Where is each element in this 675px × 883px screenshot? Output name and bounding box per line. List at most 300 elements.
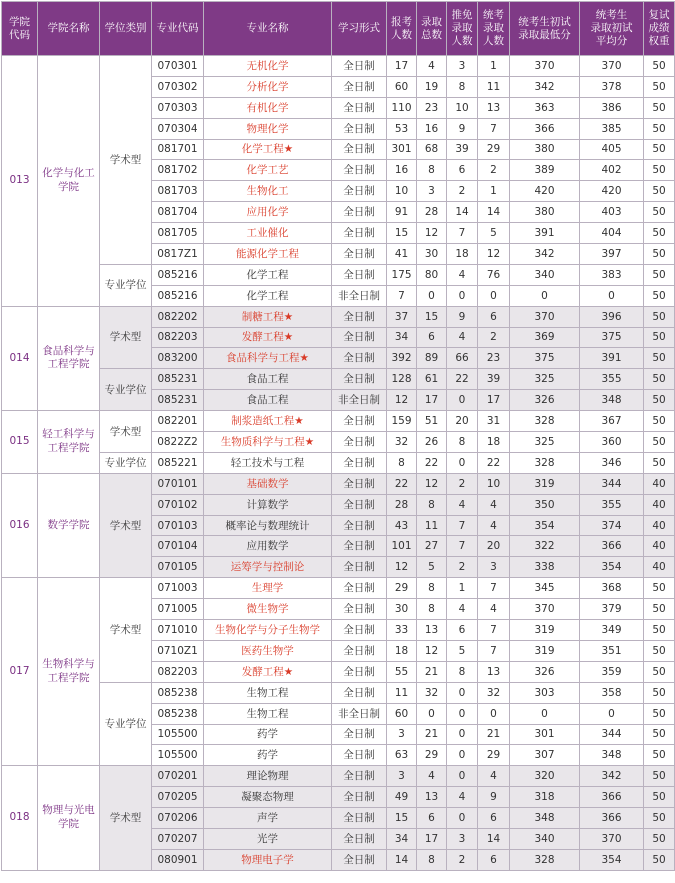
avg-score-cell: 367 bbox=[580, 411, 644, 432]
major-code-cell: 0710Z1 bbox=[152, 640, 204, 661]
major-code-cell: 070101 bbox=[152, 473, 204, 494]
degree-type-cell: 学术型 bbox=[100, 306, 152, 369]
major-name-cell: 发酵工程★ bbox=[204, 661, 332, 682]
major-code-cell: 070104 bbox=[152, 536, 204, 557]
major-code-cell: 070207 bbox=[152, 828, 204, 849]
major-code-cell: 070206 bbox=[152, 808, 204, 829]
applicants-cell: 28 bbox=[387, 494, 417, 515]
applicants-cell: 16 bbox=[387, 160, 417, 181]
exam-admitted-cell: 4 bbox=[478, 766, 510, 787]
exam-admitted-cell: 0 bbox=[478, 703, 510, 724]
avg-score-cell: 404 bbox=[580, 223, 644, 244]
total-admitted-cell: 61 bbox=[417, 369, 447, 390]
recommended-admitted-cell: 9 bbox=[447, 118, 478, 139]
college-name-cell: 化学与化工学院 bbox=[38, 56, 100, 307]
recommended-admitted-cell: 4 bbox=[447, 599, 478, 620]
exam-admitted-cell: 13 bbox=[478, 97, 510, 118]
study-mode-cell: 全日制 bbox=[332, 682, 387, 703]
avg-score-cell: 391 bbox=[580, 348, 644, 369]
retest-weight-cell: 50 bbox=[644, 745, 675, 766]
table-row bbox=[2, 578, 675, 599]
applicants-cell: 43 bbox=[387, 515, 417, 536]
min-score-cell: 380 bbox=[510, 202, 580, 223]
retest-weight-cell: 50 bbox=[644, 223, 675, 244]
recommended-admitted-cell: 4 bbox=[447, 494, 478, 515]
avg-score-cell: 342 bbox=[580, 766, 644, 787]
applicants-cell: 34 bbox=[387, 327, 417, 348]
study-mode-cell: 全日制 bbox=[332, 181, 387, 202]
total-admitted-cell: 12 bbox=[417, 473, 447, 494]
major-code-cell: 071003 bbox=[152, 578, 204, 599]
avg-score-cell: 344 bbox=[580, 473, 644, 494]
exam-admitted-cell: 76 bbox=[478, 264, 510, 285]
total-admitted-cell: 32 bbox=[417, 682, 447, 703]
recommended-admitted-cell: 4 bbox=[447, 787, 478, 808]
major-code-cell: 081705 bbox=[152, 223, 204, 244]
avg-score-cell: 403 bbox=[580, 202, 644, 223]
min-score-cell: 328 bbox=[510, 452, 580, 473]
study-mode-cell: 全日制 bbox=[332, 432, 387, 453]
total-admitted-cell: 13 bbox=[417, 620, 447, 641]
total-admitted-cell: 28 bbox=[417, 202, 447, 223]
avg-score-cell: 370 bbox=[580, 828, 644, 849]
major-name-cell: 药学 bbox=[204, 724, 332, 745]
retest-weight-cell: 50 bbox=[644, 808, 675, 829]
retest-weight-cell: 50 bbox=[644, 724, 675, 745]
retest-weight-cell: 50 bbox=[644, 348, 675, 369]
exam-admitted-cell: 14 bbox=[478, 828, 510, 849]
major-code-cell: 070201 bbox=[152, 766, 204, 787]
min-score-cell: 0 bbox=[510, 285, 580, 306]
major-code-cell: 071005 bbox=[152, 599, 204, 620]
study-mode-cell: 全日制 bbox=[332, 536, 387, 557]
major-name-cell: 光学 bbox=[204, 828, 332, 849]
study-mode-cell: 全日制 bbox=[332, 160, 387, 181]
total-admitted-cell: 26 bbox=[417, 432, 447, 453]
header-study-mode: 学习形式 bbox=[332, 2, 387, 56]
min-score-cell: 0 bbox=[510, 703, 580, 724]
avg-score-cell: 355 bbox=[580, 369, 644, 390]
retest-weight-cell: 40 bbox=[644, 515, 675, 536]
admission-table bbox=[1, 1, 675, 871]
total-admitted-cell: 51 bbox=[417, 411, 447, 432]
study-mode-cell: 全日制 bbox=[332, 745, 387, 766]
exam-admitted-cell: 14 bbox=[478, 202, 510, 223]
total-admitted-cell: 0 bbox=[417, 285, 447, 306]
exam-admitted-cell: 10 bbox=[478, 473, 510, 494]
min-score-cell: 326 bbox=[510, 390, 580, 411]
major-code-cell: 070102 bbox=[152, 494, 204, 515]
study-mode-cell: 非全日制 bbox=[332, 390, 387, 411]
table-row bbox=[2, 766, 675, 787]
retest-weight-cell: 50 bbox=[644, 306, 675, 327]
applicants-cell: 29 bbox=[387, 578, 417, 599]
major-code-cell: 081703 bbox=[152, 181, 204, 202]
study-mode-cell: 全日制 bbox=[332, 56, 387, 77]
exam-admitted-cell: 7 bbox=[478, 118, 510, 139]
total-admitted-cell: 12 bbox=[417, 223, 447, 244]
retest-weight-cell: 50 bbox=[644, 620, 675, 641]
recommended-admitted-cell: 7 bbox=[447, 515, 478, 536]
recommended-admitted-cell: 0 bbox=[447, 724, 478, 745]
header-degree-type: 学位类别 bbox=[100, 2, 152, 56]
retest-weight-cell: 40 bbox=[644, 557, 675, 578]
college-code-cell: 013 bbox=[2, 56, 38, 307]
major-name-cell: 物理化学 bbox=[204, 118, 332, 139]
study-mode-cell: 全日制 bbox=[332, 139, 387, 160]
major-code-cell: 0817Z1 bbox=[152, 244, 204, 265]
major-code-cell: 083200 bbox=[152, 348, 204, 369]
table-body bbox=[2, 56, 675, 871]
major-name-cell: 食品科学与工程★ bbox=[204, 348, 332, 369]
avg-score-cell: 396 bbox=[580, 306, 644, 327]
retest-weight-cell: 50 bbox=[644, 578, 675, 599]
applicants-cell: 18 bbox=[387, 640, 417, 661]
recommended-admitted-cell: 4 bbox=[447, 264, 478, 285]
retest-weight-cell: 50 bbox=[644, 703, 675, 724]
header-college-code: 学院 代码 bbox=[2, 2, 38, 56]
major-name-cell: 制浆造纸工程★ bbox=[204, 411, 332, 432]
retest-weight-cell: 50 bbox=[644, 118, 675, 139]
applicants-cell: 34 bbox=[387, 828, 417, 849]
retest-weight-cell: 50 bbox=[644, 56, 675, 77]
recommended-admitted-cell: 8 bbox=[447, 76, 478, 97]
major-name-cell: 物理电子学 bbox=[204, 849, 332, 870]
applicants-cell: 301 bbox=[387, 139, 417, 160]
retest-weight-cell: 50 bbox=[644, 327, 675, 348]
avg-score-cell: 386 bbox=[580, 97, 644, 118]
applicants-cell: 12 bbox=[387, 390, 417, 411]
avg-score-cell: 354 bbox=[580, 557, 644, 578]
recommended-admitted-cell: 0 bbox=[447, 390, 478, 411]
min-score-cell: 319 bbox=[510, 473, 580, 494]
total-admitted-cell: 89 bbox=[417, 348, 447, 369]
major-code-cell: 070301 bbox=[152, 56, 204, 77]
recommended-admitted-cell: 5 bbox=[447, 640, 478, 661]
exam-admitted-cell: 1 bbox=[478, 181, 510, 202]
avg-score-cell: 383 bbox=[580, 264, 644, 285]
degree-type-cell: 学术型 bbox=[100, 56, 152, 265]
retest-weight-cell: 50 bbox=[644, 139, 675, 160]
retest-weight-cell: 50 bbox=[644, 181, 675, 202]
min-score-cell: 340 bbox=[510, 828, 580, 849]
table-row bbox=[2, 682, 675, 703]
min-score-cell: 348 bbox=[510, 808, 580, 829]
college-code-cell: 018 bbox=[2, 766, 38, 870]
exam-admitted-cell: 0 bbox=[478, 285, 510, 306]
recommended-admitted-cell: 22 bbox=[447, 369, 478, 390]
avg-score-cell: 0 bbox=[580, 703, 644, 724]
major-code-cell: 085216 bbox=[152, 264, 204, 285]
recommended-admitted-cell: 39 bbox=[447, 139, 478, 160]
exam-admitted-cell: 13 bbox=[478, 661, 510, 682]
study-mode-cell: 全日制 bbox=[332, 787, 387, 808]
total-admitted-cell: 16 bbox=[417, 118, 447, 139]
total-admitted-cell: 21 bbox=[417, 724, 447, 745]
min-score-cell: 363 bbox=[510, 97, 580, 118]
major-name-cell: 轻工技术与工程 bbox=[204, 452, 332, 473]
retest-weight-cell: 40 bbox=[644, 494, 675, 515]
avg-score-cell: 374 bbox=[580, 515, 644, 536]
applicants-cell: 11 bbox=[387, 682, 417, 703]
avg-score-cell: 348 bbox=[580, 390, 644, 411]
major-code-cell: 085231 bbox=[152, 390, 204, 411]
avg-score-cell: 420 bbox=[580, 181, 644, 202]
college-name-cell: 生物科学与工程学院 bbox=[38, 578, 100, 766]
avg-score-cell: 359 bbox=[580, 661, 644, 682]
min-score-cell: 325 bbox=[510, 369, 580, 390]
exam-admitted-cell: 22 bbox=[478, 452, 510, 473]
recommended-admitted-cell: 0 bbox=[447, 703, 478, 724]
avg-score-cell: 366 bbox=[580, 808, 644, 829]
exam-admitted-cell: 17 bbox=[478, 390, 510, 411]
applicants-cell: 3 bbox=[387, 724, 417, 745]
min-score-cell: 319 bbox=[510, 640, 580, 661]
retest-weight-cell: 50 bbox=[644, 202, 675, 223]
study-mode-cell: 全日制 bbox=[332, 76, 387, 97]
header-major-code: 专业代码 bbox=[152, 2, 204, 56]
applicants-cell: 392 bbox=[387, 348, 417, 369]
min-score-cell: 380 bbox=[510, 139, 580, 160]
degree-type-cell: 专业学位 bbox=[100, 682, 152, 766]
min-score-cell: 307 bbox=[510, 745, 580, 766]
header-avg-score: 统考生 录取初试 平均分 bbox=[580, 2, 644, 56]
study-mode-cell: 全日制 bbox=[332, 808, 387, 829]
major-code-cell: 085238 bbox=[152, 703, 204, 724]
applicants-cell: 101 bbox=[387, 536, 417, 557]
recommended-admitted-cell: 7 bbox=[447, 536, 478, 557]
avg-score-cell: 379 bbox=[580, 599, 644, 620]
min-score-cell: 375 bbox=[510, 348, 580, 369]
applicants-cell: 41 bbox=[387, 244, 417, 265]
major-code-cell: 081702 bbox=[152, 160, 204, 181]
college-name-cell: 物理与光电学院 bbox=[38, 766, 100, 870]
total-admitted-cell: 8 bbox=[417, 494, 447, 515]
recommended-admitted-cell: 20 bbox=[447, 411, 478, 432]
avg-score-cell: 349 bbox=[580, 620, 644, 641]
applicants-cell: 49 bbox=[387, 787, 417, 808]
avg-score-cell: 0 bbox=[580, 285, 644, 306]
applicants-cell: 8 bbox=[387, 452, 417, 473]
exam-admitted-cell: 6 bbox=[478, 808, 510, 829]
header-min-score: 统考生初试 录取最低分 bbox=[510, 2, 580, 56]
exam-admitted-cell: 31 bbox=[478, 411, 510, 432]
exam-admitted-cell: 7 bbox=[478, 578, 510, 599]
table-row bbox=[2, 369, 675, 390]
total-admitted-cell: 29 bbox=[417, 745, 447, 766]
min-score-cell: 328 bbox=[510, 411, 580, 432]
major-name-cell: 药学 bbox=[204, 745, 332, 766]
retest-weight-cell: 50 bbox=[644, 76, 675, 97]
major-name-cell: 微生物学 bbox=[204, 599, 332, 620]
college-code-cell: 015 bbox=[2, 411, 38, 474]
exam-admitted-cell: 4 bbox=[478, 494, 510, 515]
total-admitted-cell: 8 bbox=[417, 599, 447, 620]
exam-admitted-cell: 39 bbox=[478, 369, 510, 390]
degree-type-cell: 学术型 bbox=[100, 766, 152, 870]
major-code-cell: 081704 bbox=[152, 202, 204, 223]
retest-weight-cell: 50 bbox=[644, 97, 675, 118]
major-code-cell: 085216 bbox=[152, 285, 204, 306]
study-mode-cell: 全日制 bbox=[332, 369, 387, 390]
major-code-cell: 070302 bbox=[152, 76, 204, 97]
study-mode-cell: 全日制 bbox=[332, 578, 387, 599]
exam-admitted-cell: 5 bbox=[478, 223, 510, 244]
recommended-admitted-cell: 4 bbox=[447, 327, 478, 348]
major-code-cell: 080901 bbox=[152, 849, 204, 870]
min-score-cell: 342 bbox=[510, 244, 580, 265]
avg-score-cell: 348 bbox=[580, 745, 644, 766]
applicants-cell: 17 bbox=[387, 56, 417, 77]
degree-type-cell: 学术型 bbox=[100, 578, 152, 682]
major-code-cell: 085221 bbox=[152, 452, 204, 473]
study-mode-cell: 全日制 bbox=[332, 620, 387, 641]
table-row bbox=[2, 56, 675, 77]
study-mode-cell: 全日制 bbox=[332, 766, 387, 787]
total-admitted-cell: 8 bbox=[417, 160, 447, 181]
major-name-cell: 应用数学 bbox=[204, 536, 332, 557]
avg-score-cell: 385 bbox=[580, 118, 644, 139]
recommended-admitted-cell: 0 bbox=[447, 766, 478, 787]
min-score-cell: 370 bbox=[510, 306, 580, 327]
header-recommended-admitted: 推免 录取 人数 bbox=[447, 2, 478, 56]
retest-weight-cell: 50 bbox=[644, 369, 675, 390]
major-code-cell: 0822Z2 bbox=[152, 432, 204, 453]
retest-weight-cell: 50 bbox=[644, 661, 675, 682]
study-mode-cell: 全日制 bbox=[332, 244, 387, 265]
min-score-cell: 369 bbox=[510, 327, 580, 348]
total-admitted-cell: 6 bbox=[417, 808, 447, 829]
recommended-admitted-cell: 6 bbox=[447, 160, 478, 181]
avg-score-cell: 375 bbox=[580, 327, 644, 348]
table-row bbox=[2, 264, 675, 285]
exam-admitted-cell: 4 bbox=[478, 599, 510, 620]
study-mode-cell: 全日制 bbox=[332, 640, 387, 661]
retest-weight-cell: 50 bbox=[644, 599, 675, 620]
total-admitted-cell: 68 bbox=[417, 139, 447, 160]
major-name-cell: 发酵工程★ bbox=[204, 327, 332, 348]
retest-weight-cell: 50 bbox=[644, 452, 675, 473]
major-name-cell: 化学工程 bbox=[204, 264, 332, 285]
header-college-name: 学院名称 bbox=[38, 2, 100, 56]
major-code-cell: 070304 bbox=[152, 118, 204, 139]
retest-weight-cell: 50 bbox=[644, 244, 675, 265]
applicants-cell: 110 bbox=[387, 97, 417, 118]
study-mode-cell: 全日制 bbox=[332, 473, 387, 494]
major-code-cell: 085238 bbox=[152, 682, 204, 703]
applicants-cell: 33 bbox=[387, 620, 417, 641]
retest-weight-cell: 50 bbox=[644, 828, 675, 849]
major-code-cell: 105500 bbox=[152, 745, 204, 766]
table-row bbox=[2, 411, 675, 432]
study-mode-cell: 全日制 bbox=[332, 202, 387, 223]
college-code-cell: 016 bbox=[2, 473, 38, 577]
study-mode-cell: 全日制 bbox=[332, 97, 387, 118]
recommended-admitted-cell: 8 bbox=[447, 661, 478, 682]
min-score-cell: 391 bbox=[510, 223, 580, 244]
major-name-cell: 计算数学 bbox=[204, 494, 332, 515]
study-mode-cell: 全日制 bbox=[332, 661, 387, 682]
total-admitted-cell: 5 bbox=[417, 557, 447, 578]
min-score-cell: 320 bbox=[510, 766, 580, 787]
major-name-cell: 食品工程 bbox=[204, 369, 332, 390]
min-score-cell: 366 bbox=[510, 118, 580, 139]
recommended-admitted-cell: 0 bbox=[447, 682, 478, 703]
avg-score-cell: 351 bbox=[580, 640, 644, 661]
exam-admitted-cell: 18 bbox=[478, 432, 510, 453]
major-code-cell: 105500 bbox=[152, 724, 204, 745]
study-mode-cell: 全日制 bbox=[332, 348, 387, 369]
min-score-cell: 326 bbox=[510, 661, 580, 682]
exam-admitted-cell: 29 bbox=[478, 745, 510, 766]
exam-admitted-cell: 2 bbox=[478, 160, 510, 181]
major-name-cell: 医药生物学 bbox=[204, 640, 332, 661]
applicants-cell: 32 bbox=[387, 432, 417, 453]
retest-weight-cell: 50 bbox=[644, 411, 675, 432]
recommended-admitted-cell: 0 bbox=[447, 745, 478, 766]
exam-admitted-cell: 7 bbox=[478, 640, 510, 661]
retest-weight-cell: 50 bbox=[644, 849, 675, 870]
recommended-admitted-cell: 2 bbox=[447, 849, 478, 870]
min-score-cell: 318 bbox=[510, 787, 580, 808]
study-mode-cell: 全日制 bbox=[332, 557, 387, 578]
total-admitted-cell: 0 bbox=[417, 703, 447, 724]
recommended-admitted-cell: 1 bbox=[447, 578, 478, 599]
avg-score-cell: 368 bbox=[580, 578, 644, 599]
total-admitted-cell: 17 bbox=[417, 390, 447, 411]
avg-score-cell: 370 bbox=[580, 56, 644, 77]
study-mode-cell: 全日制 bbox=[332, 264, 387, 285]
major-name-cell: 化学工程★ bbox=[204, 139, 332, 160]
college-name-cell: 轻工科学与工程学院 bbox=[38, 411, 100, 474]
degree-type-cell: 专业学位 bbox=[100, 369, 152, 411]
table-row bbox=[2, 452, 675, 473]
major-code-cell: 081701 bbox=[152, 139, 204, 160]
major-name-cell: 生理学 bbox=[204, 578, 332, 599]
total-admitted-cell: 19 bbox=[417, 76, 447, 97]
degree-type-cell: 专业学位 bbox=[100, 264, 152, 306]
recommended-admitted-cell: 0 bbox=[447, 808, 478, 829]
applicants-cell: 15 bbox=[387, 223, 417, 244]
min-score-cell: 370 bbox=[510, 56, 580, 77]
major-code-cell: 070105 bbox=[152, 557, 204, 578]
recommended-admitted-cell: 2 bbox=[447, 181, 478, 202]
applicants-cell: 3 bbox=[387, 766, 417, 787]
applicants-cell: 53 bbox=[387, 118, 417, 139]
avg-score-cell: 366 bbox=[580, 536, 644, 557]
major-name-cell: 分析化学 bbox=[204, 76, 332, 97]
recommended-admitted-cell: 10 bbox=[447, 97, 478, 118]
total-admitted-cell: 4 bbox=[417, 766, 447, 787]
table-row bbox=[2, 473, 675, 494]
min-score-cell: 303 bbox=[510, 682, 580, 703]
retest-weight-cell: 50 bbox=[644, 160, 675, 181]
major-code-cell: 085231 bbox=[152, 369, 204, 390]
total-admitted-cell: 27 bbox=[417, 536, 447, 557]
min-score-cell: 301 bbox=[510, 724, 580, 745]
exam-admitted-cell: 4 bbox=[478, 515, 510, 536]
college-code-cell: 014 bbox=[2, 306, 38, 410]
avg-score-cell: 366 bbox=[580, 787, 644, 808]
total-admitted-cell: 8 bbox=[417, 578, 447, 599]
major-code-cell: 070205 bbox=[152, 787, 204, 808]
header-exam-admitted: 统考 录取 人数 bbox=[478, 2, 510, 56]
retest-weight-cell: 50 bbox=[644, 640, 675, 661]
study-mode-cell: 全日制 bbox=[332, 599, 387, 620]
retest-weight-cell: 50 bbox=[644, 682, 675, 703]
major-name-cell: 运筹学与控制论 bbox=[204, 557, 332, 578]
study-mode-cell: 全日制 bbox=[332, 306, 387, 327]
